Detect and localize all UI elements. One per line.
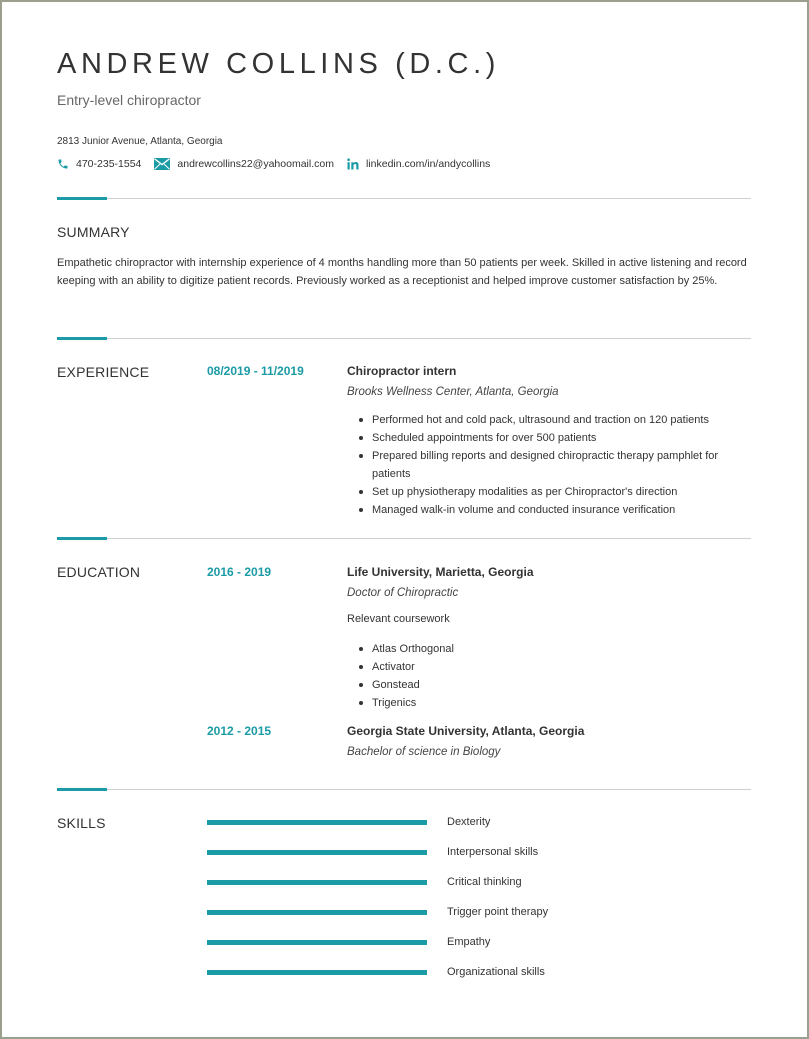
education-degree: Doctor of Chiropractic bbox=[347, 587, 459, 599]
skill-bar-fill bbox=[207, 850, 427, 855]
skill-row bbox=[207, 816, 490, 828]
education-dates: 2016 - 2019 bbox=[207, 565, 272, 579]
candidate-subtitle: Entry-level chiropractor bbox=[57, 92, 201, 108]
experience-role: Chiropractor intern bbox=[347, 364, 457, 378]
section-divider bbox=[57, 338, 751, 339]
coursework-label: Relevant coursework bbox=[347, 613, 450, 625]
divider-accent bbox=[57, 537, 107, 540]
divider-accent bbox=[57, 788, 107, 791]
experience-dates: 08/2019 - 11/2019 bbox=[207, 364, 304, 378]
section-divider bbox=[57, 538, 751, 539]
coursework-list bbox=[357, 640, 747, 712]
education-school: Life University, Marietta, Georgia bbox=[347, 565, 534, 579]
skill-bar bbox=[207, 850, 427, 855]
phone-icon bbox=[57, 158, 69, 170]
skill-row bbox=[207, 936, 490, 948]
skill-row bbox=[207, 966, 545, 978]
section-divider bbox=[57, 789, 751, 790]
list-item: Prepared billing reports and designed chiropractic therapy pamphlet for patients bbox=[357, 447, 747, 483]
skill-bar-fill bbox=[207, 940, 427, 945]
divider-accent bbox=[57, 337, 107, 340]
skill-label: Interpersonal skills bbox=[447, 846, 539, 858]
candidate-name: ANDREW COLLINS (D.C.) bbox=[57, 48, 501, 80]
list-item: Managed walk-in volume and conducted insurance verification bbox=[357, 501, 747, 519]
divider-accent bbox=[57, 197, 107, 200]
linkedin-icon bbox=[347, 158, 359, 170]
email-contact[interactable] bbox=[154, 158, 334, 170]
skill-bar bbox=[207, 820, 427, 825]
skill-bar bbox=[207, 940, 427, 945]
list-item: Set up physiotherapy modalities as per Chiropractor's direction bbox=[357, 483, 747, 501]
list-item: Atlas Orthogonal bbox=[357, 640, 747, 658]
skill-row bbox=[207, 846, 538, 858]
skill-label: Trigger point therapy bbox=[447, 906, 549, 918]
list-item: Trigenics bbox=[357, 694, 747, 712]
experience-heading: EXPERIENCE bbox=[57, 364, 150, 380]
skill-label: Dexterity bbox=[447, 816, 491, 828]
skill-bar-fill bbox=[207, 970, 427, 975]
phone-text: 470-235-1554 bbox=[76, 158, 142, 170]
email-text: andrewcollins22@yahoomail.com bbox=[177, 158, 334, 170]
list-item: Activator bbox=[357, 658, 747, 676]
skill-label: Critical thinking bbox=[447, 876, 522, 888]
skill-bar-fill bbox=[207, 820, 427, 825]
skills-heading: SKILLS bbox=[57, 815, 106, 831]
education-school: Georgia State University, Atlanta, Georgia bbox=[347, 724, 585, 738]
address: 2813 Junior Avenue, Atlanta, Georgia bbox=[57, 136, 223, 147]
list-item: Performed hot and cold pack, ultrasound and traction on 120 patients bbox=[357, 411, 747, 429]
experience-bullets bbox=[357, 411, 747, 519]
skill-bar-fill bbox=[207, 910, 427, 915]
phone-contact[interactable] bbox=[57, 158, 141, 170]
skill-label: Empathy bbox=[447, 936, 491, 948]
education-degree: Bachelor of science in Biology bbox=[347, 746, 501, 758]
mail-icon bbox=[154, 158, 170, 170]
education-dates: 2012 - 2015 bbox=[207, 724, 272, 738]
linkedin-contact[interactable] bbox=[347, 158, 490, 170]
experience-org: Brooks Wellness Center, Atlanta, Georgia bbox=[347, 386, 559, 398]
contact-row bbox=[57, 158, 503, 170]
skill-row bbox=[207, 906, 548, 918]
summary-heading: SUMMARY bbox=[57, 224, 130, 240]
list-item: Gonstead bbox=[357, 676, 747, 694]
education-heading: EDUCATION bbox=[57, 564, 141, 580]
list-item: Scheduled appointments for over 500 patients bbox=[357, 429, 747, 447]
section-divider bbox=[57, 198, 751, 199]
linkedin-text: linkedin.com/in/andycollins bbox=[365, 158, 491, 170]
skill-bar bbox=[207, 880, 427, 885]
skill-label: Organizational skills bbox=[447, 966, 545, 978]
skill-bar-fill bbox=[207, 880, 427, 885]
skill-bar bbox=[207, 910, 427, 915]
skill-row bbox=[207, 876, 522, 888]
skill-bar bbox=[207, 970, 427, 975]
summary-text: Empathetic chiropractor with internship experience of 4 months handling more than 50 patients per week. Skilled in active listening and record keeping with an ability to digitize patient records. Previously worked as a receptionist and helped improve customer satisfaction by 25%. bbox=[57, 257, 747, 287]
